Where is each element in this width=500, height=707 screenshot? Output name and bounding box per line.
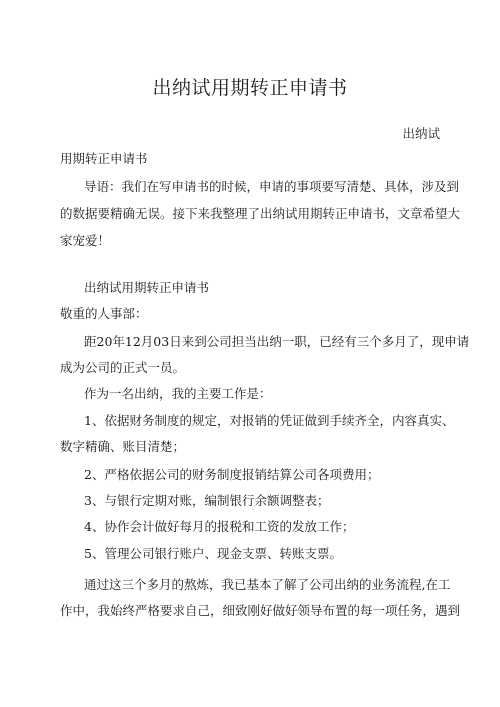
intro-line-2: 的数据要精确无误。接下来我整理了出纳试用期转正申请书，文章希望大: [60, 206, 461, 221]
duty2: 2、严格依据公司的财务制度报销结算公司各项费用；: [84, 467, 380, 482]
salutation: 敬重的人事部：: [60, 306, 148, 321]
duty3: 3、与银行定期对账，编制银行余额调整表；: [84, 493, 330, 508]
para1-line-1: 距20年12月03日来到公司担当出纳一职，已经有三个多月了，现申请: [84, 334, 470, 349]
para2: 作为一名出纳，我的主要工作是：: [84, 386, 272, 401]
duty5: 5、管理公司银行账户、现金支票、转账支票。: [84, 546, 342, 561]
duty1-line-2: 数字精确、账目清楚；: [60, 439, 186, 454]
intro-line-3: 家宠爱！: [60, 233, 111, 248]
intro-line-1: 导语：我们在写申请书的时候，申请的事项要写清楚、具体，涉及到: [84, 179, 460, 194]
para3-line-1: 通过这三个多月的熬炼，我已基本了解了公司出纳的业务流程,在工: [84, 577, 451, 592]
para3-line-2: 作中，我始终严格要求自己，细致刚好做好领导布置的每一项任务，遇到: [60, 603, 461, 618]
para1-line-2: 成为公司的正式一员。: [60, 360, 186, 375]
duty1-line-1: 1、依据财务制度的规定，对报销的凭证做到手续齐全，内容真实、: [84, 413, 455, 428]
header-right-text: 出纳试: [402, 126, 440, 141]
duty4: 4、协作会计做好每月的报税和工资的发放工作；: [84, 519, 355, 534]
header-continuation-text: 用期转正申请书: [60, 151, 148, 166]
letter-title: 出纳试用期转正申请书: [84, 280, 210, 295]
document-title: 出纳试用期转正申请书: [152, 77, 348, 99]
